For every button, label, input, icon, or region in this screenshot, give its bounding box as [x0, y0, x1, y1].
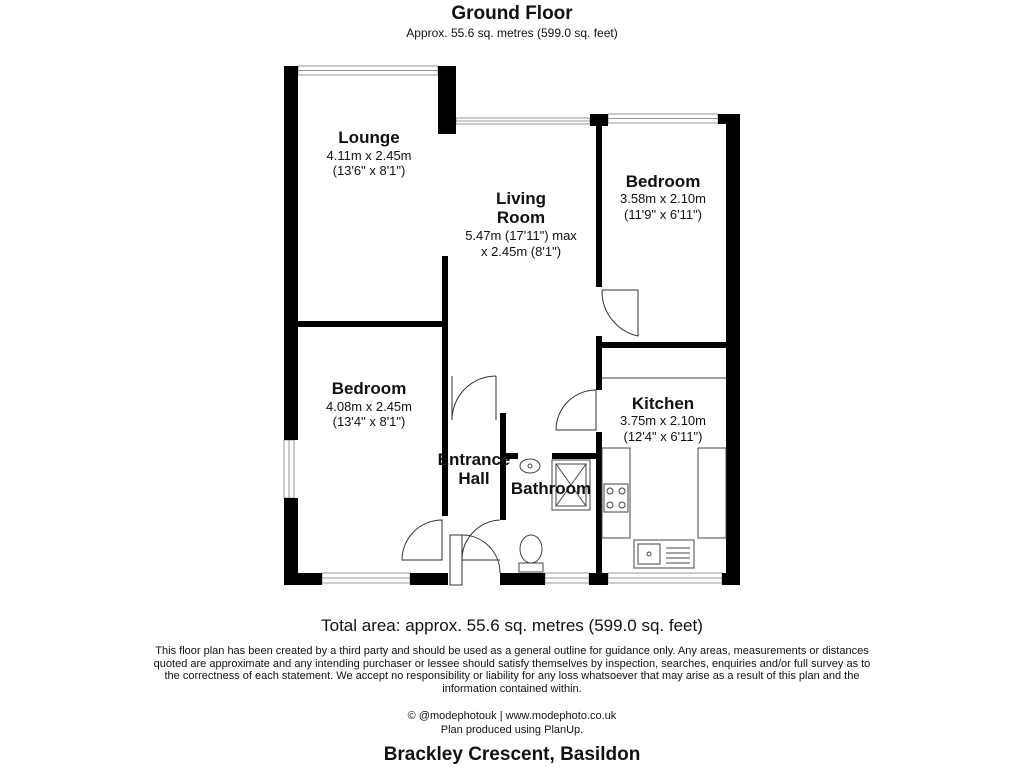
wall-bedroom-kitchen	[602, 342, 726, 348]
room-name-living-line2: Room	[496, 208, 546, 227]
hob	[604, 484, 628, 512]
door-entrance-leaf	[450, 535, 462, 585]
room-dims-bedroom-1: 3.58m x 2.10m	[620, 191, 706, 206]
toilet	[520, 535, 542, 563]
room-dims-living: 5.47m (17'11") max	[465, 228, 577, 243]
basin	[520, 459, 540, 473]
room-dims-bedroom-2: 4.08m x 2.45m	[326, 399, 412, 414]
worktop-right	[698, 448, 726, 538]
disclaimer-text: This floor plan has been created by a third party and should be used as a general outline for guidance only. Any areas, measurements or distances quoted are approximate and any intending purchaser or lessee should satisfy themselves by inspection, searches, enquiries and/or full survey as to the correctness of each statement. We accept no responsibility or liability for any loss whatsoever that may arise as a result of this plan and the information contained within.	[153, 645, 871, 695]
property-address: Brackley Crescent, Basildon	[383, 744, 641, 765]
room-name-bathroom: Bathroom	[510, 479, 592, 498]
wall-bathroom-kitchen	[596, 432, 602, 573]
room-dims-kitchen: 3.75m x 2.10m	[620, 413, 706, 428]
wall-kitchen-west-upper	[596, 336, 602, 390]
room-dims-lounge-imperial: (13'6" x 8'1")	[332, 163, 406, 178]
wall-hall-west	[442, 256, 448, 516]
worktop-left	[602, 448, 630, 538]
bathroom-fixtures	[519, 459, 590, 572]
room-dims-kitchen-imperial: (12'4" x 6'11")	[623, 429, 703, 444]
room-dims-bedroom-1-imperial: (11'9" x 6'11")	[623, 207, 703, 222]
door-living-hall	[452, 376, 496, 420]
planup-credit: Plan produced using PlanUp.	[440, 724, 584, 736]
door-bedroom2	[402, 520, 442, 560]
door-bedroom	[602, 290, 638, 336]
plan-subtitle: Approx. 55.6 sq. metres (599.0 sq. feet)	[406, 26, 618, 40]
room-name-entrance-line2: Hall	[458, 469, 490, 488]
room-name-bedroom-2: Bedroom	[331, 379, 407, 398]
room-dims-lounge: 4.11m x 2.45m	[326, 148, 412, 163]
plan-title: Ground Floor	[451, 3, 573, 24]
door-kitchen	[556, 390, 596, 430]
total-area: Total area: approx. 55.6 sq. metres (599.0 sq. feet)	[321, 616, 703, 635]
wall-bedroom-west	[596, 124, 602, 287]
room-name-kitchen: Kitchen	[631, 394, 695, 413]
doors	[402, 290, 638, 585]
wall-bathroom-top-b	[552, 453, 602, 459]
room-dims-bedroom-2-imperial: (13'4" x 8'1")	[332, 414, 406, 429]
room-name-lounge: Lounge	[338, 128, 400, 147]
room-dims-living-2: x 2.45m (8'1")	[480, 244, 562, 259]
room-name-bedroom-1: Bedroom	[625, 172, 701, 191]
room-name-entrance-line1: Entrance	[437, 450, 511, 469]
door-entrance-swing	[462, 535, 500, 573]
credit-line: © @modephotouk | www.modephoto.co.uk	[407, 710, 617, 722]
room-name-living-line1: Living	[495, 189, 547, 208]
wall-lounge-bedroom	[298, 321, 444, 327]
